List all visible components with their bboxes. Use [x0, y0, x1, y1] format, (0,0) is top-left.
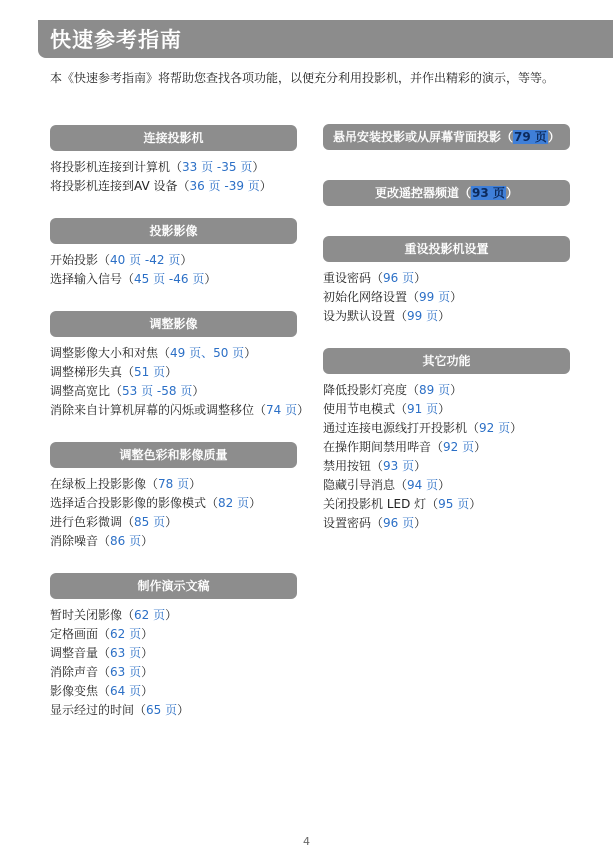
title-bar — [38, 20, 613, 58]
list-item[interactable]: 调整梯形失真（51 页） — [50, 365, 178, 379]
list-item[interactable]: 设为默认设置（99 页） — [323, 309, 451, 323]
list-item[interactable]: 禁用按钮（93 页） — [323, 459, 427, 473]
list-item[interactable]: 隐藏引导消息（94 页） — [323, 478, 451, 492]
page-link[interactable]: 53 页 -58 页 — [122, 384, 193, 398]
page-link[interactable]: 63 页 — [110, 646, 142, 660]
page-link[interactable]: 92 页 — [443, 440, 475, 454]
page-link[interactable]: 45 页 -46 页 — [134, 272, 205, 286]
section-project — [50, 218, 297, 289]
page-link[interactable]: 91 页 — [407, 402, 439, 416]
list-item[interactable]: 将投影机连接到AV 设备（36 页 -39 页） — [50, 179, 272, 193]
page-link[interactable]: 96 页 — [383, 516, 415, 530]
list-item[interactable]: 调整音量（63 页） — [50, 646, 154, 660]
page-link[interactable]: 64 页 — [110, 684, 142, 698]
page-link[interactable]: 94 页 — [407, 478, 439, 492]
section-heading: 制作演示文稿 — [50, 573, 297, 599]
list-item[interactable]: 在绿板上投影影像（78 页） — [50, 477, 202, 491]
section-adjust-image — [50, 311, 309, 420]
list-item[interactable]: 消除来自计算机屏幕的闪烁或调整移位（74 页） — [50, 403, 310, 417]
page-link[interactable]: 95 页 — [438, 497, 470, 511]
list-item[interactable]: 调整高宽比（53 页 -58 页） — [50, 384, 205, 398]
page-link[interactable]: 89 页 — [419, 383, 451, 397]
list-item[interactable]: 暂时关闭影像（62 页） — [50, 608, 178, 622]
page-link[interactable]: 82 页 — [218, 496, 250, 510]
page-link[interactable]: 99 页 — [419, 290, 451, 304]
page-link[interactable]: 62 页 — [134, 608, 166, 622]
list-item[interactable]: 影像变焦（64 页） — [50, 684, 154, 698]
section-reset — [323, 236, 570, 326]
intro-text: 本《快速参考指南》将帮助您查找各项功能，以便充分利用投影机，并作出精彩的演示，等等。 — [50, 71, 555, 85]
page-number: 4 — [303, 835, 310, 848]
list-item[interactable]: 消除声音（63 页） — [50, 665, 154, 679]
page-link[interactable]: 78 页 — [158, 477, 190, 491]
list-item[interactable]: 进行色彩微调（85 页） — [50, 515, 178, 529]
page-link[interactable]: 93 页 — [472, 186, 505, 200]
page-link[interactable]: 96 页 — [383, 271, 415, 285]
page-link[interactable]: 51 页 — [134, 365, 166, 379]
list-item[interactable]: 将投影机连接到计算机（33 页 -35 页） — [50, 160, 265, 174]
list-item[interactable]: 初始化网络设置（99 页） — [323, 290, 463, 304]
list-item[interactable]: 关闭投影机 LED 灯（95 页） — [323, 497, 482, 511]
list-item[interactable]: 显示经过的时间（65 页） — [50, 703, 190, 717]
section-color-quality — [50, 442, 297, 551]
section-presentation — [50, 573, 297, 720]
page-link[interactable]: 65 页 — [146, 703, 178, 717]
list-item[interactable]: 开始投影（40 页 -42 页） — [50, 253, 193, 267]
page-title: 快速参考指南 — [50, 28, 182, 52]
list-item[interactable]: 在操作期间禁用哔音（92 页） — [323, 440, 487, 454]
page-link[interactable]: 93 页 — [383, 459, 415, 473]
section-ceiling-rear — [323, 124, 570, 150]
list-item[interactable]: 降低投影灯亮度（89 页） — [323, 383, 463, 397]
list-item[interactable]: 选择适合投影影像的影像模式（82 页） — [50, 496, 262, 510]
section-heading[interactable]: 更改遥控器频道（93 页） — [323, 180, 570, 206]
list-item[interactable]: 选择输入信号（45 页 -46 页） — [50, 272, 217, 286]
section-other — [323, 348, 570, 533]
page-link[interactable]: 79 页 — [514, 130, 547, 144]
section-connect — [50, 125, 297, 196]
page-link[interactable]: 62 页 — [110, 627, 142, 641]
page-link[interactable]: 40 页 -42 页 — [110, 253, 181, 267]
section-heading: 调整色彩和影像质量 — [50, 442, 297, 468]
section-heading: 投影影像 — [50, 218, 297, 244]
section-heading: 重设投影机设置 — [323, 236, 570, 262]
page-link[interactable]: 49 页、50 页 — [170, 346, 245, 360]
section-heading: 连接投影机 — [50, 125, 297, 151]
page-link[interactable]: 85 页 — [134, 515, 166, 529]
list-item[interactable]: 设置密码（96 页） — [323, 516, 427, 530]
list-item[interactable]: 调整影像大小和对焦（49 页、50 页） — [50, 346, 257, 360]
page-link[interactable]: 99 页 — [407, 309, 439, 323]
page-link[interactable]: 36 页 -39 页 — [189, 179, 260, 193]
list-item[interactable]: 定格画面（62 页） — [50, 627, 154, 641]
section-heading[interactable]: 悬吊安装投影或从屏幕背面投影（79 页） — [323, 124, 570, 150]
list-item[interactable]: 重设密码（96 页） — [323, 271, 427, 285]
list-item[interactable]: 使用节电模式（91 页） — [323, 402, 451, 416]
list-item[interactable]: 通过连接电源线打开投影机（92 页） — [323, 421, 523, 435]
page-link[interactable]: 92 页 — [479, 421, 511, 435]
section-heading: 调整影像 — [50, 311, 297, 337]
page-link[interactable]: 86 页 — [110, 534, 142, 548]
page-link[interactable]: 63 页 — [110, 665, 142, 679]
section-heading: 其它功能 — [323, 348, 570, 374]
list-item[interactable]: 消除噪音（86 页） — [50, 534, 154, 548]
section-remote-channel — [323, 180, 570, 206]
page-link[interactable]: 33 页 -35 页 — [182, 160, 253, 174]
page-link[interactable]: 74 页 — [266, 403, 298, 417]
